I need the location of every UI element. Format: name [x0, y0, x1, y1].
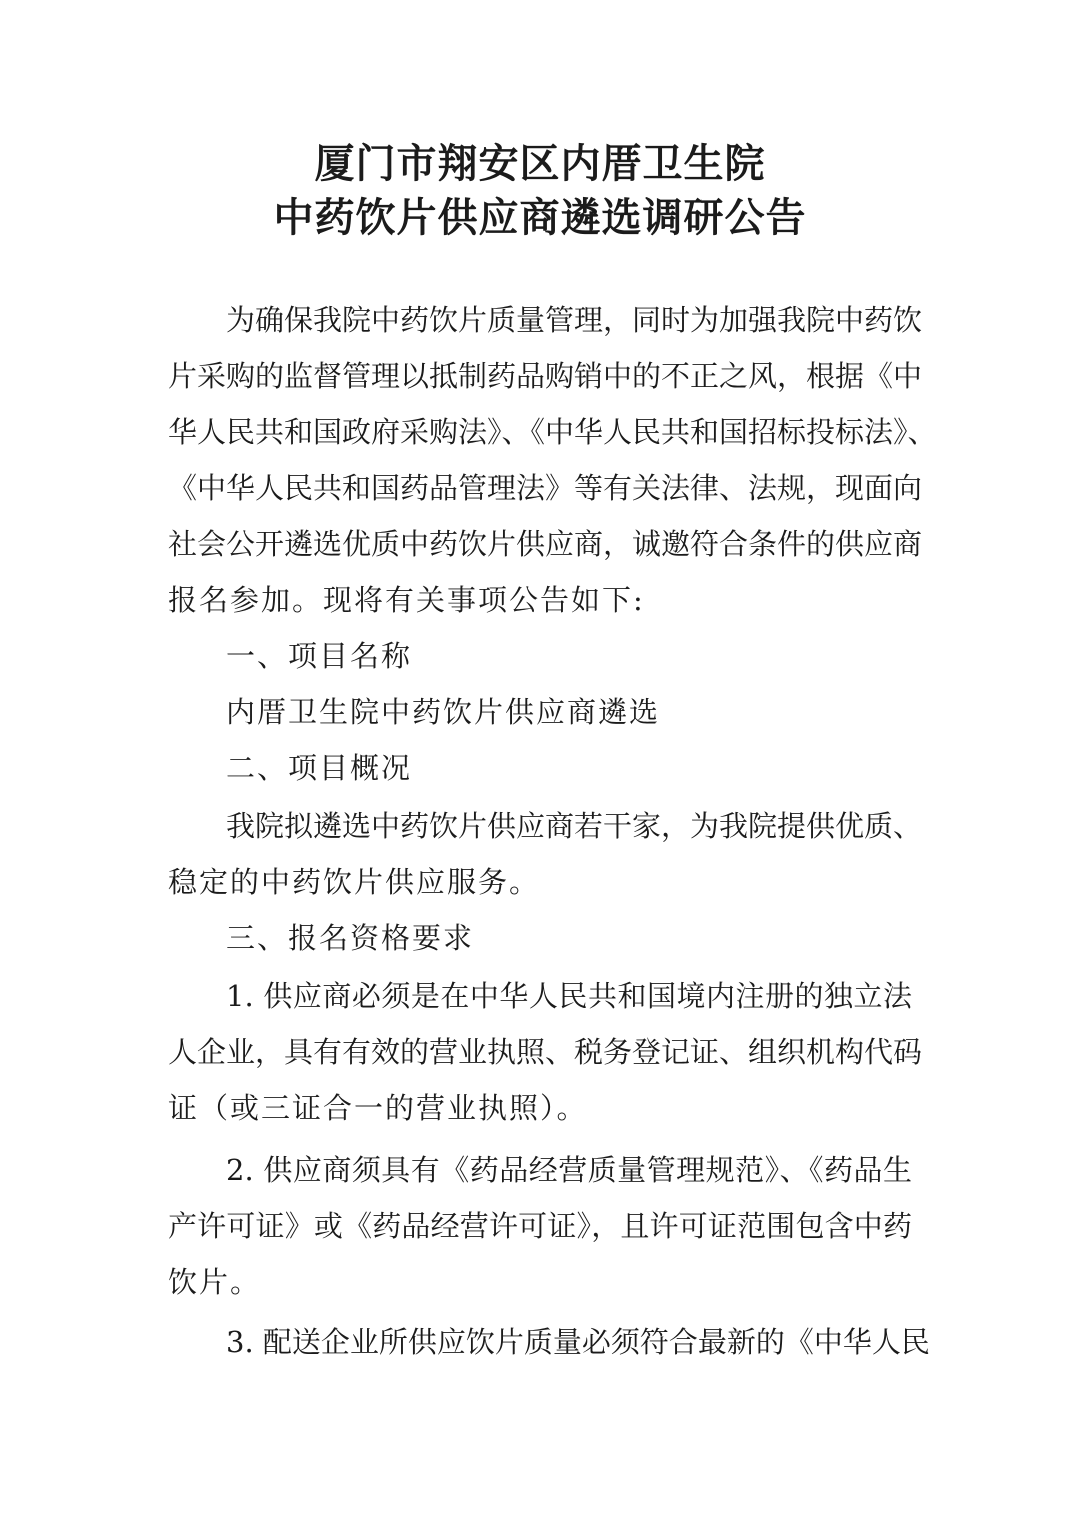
paragraph-line: 为确保我院中药饮片质量管理，同时为加强我院中药饮 [226, 303, 923, 337]
paragraph-line: 证（或三证合一的营业执照）。 [168, 1091, 588, 1125]
paragraph-line: 片采购的监督管理以抵制药品购销中的不正之风，根据《中 [168, 359, 923, 393]
paragraph-line: 我院拟遴选中药饮片供应商若干家，为我院提供优质、 [226, 809, 923, 843]
paragraph-line: 稳定的中药饮片供应服务。 [168, 865, 541, 899]
paragraph-line: 饮片。 [168, 1265, 262, 1299]
paragraph-line: 内厝卫生院中药饮片供应商遴选 [226, 695, 661, 729]
paragraph-line: 产许可证》或《药品经营许可证》，且许可证范围包含中药 [168, 1209, 912, 1243]
paragraph-line: 社会公开遴选优质中药饮片供应商，诚邀符合条件的供应商 [168, 527, 923, 561]
paragraph-line: 2. 供应商须具有《药品经营质量管理规范》、《药品生 [226, 1153, 912, 1187]
document-title-line-1: 厦门市翔安区内厝卫生院 [314, 140, 766, 187]
paragraph-line: 报名参加。现将有关事项公告如下: [168, 583, 645, 617]
paragraph-line: 华人民共和国政府采购法》、《中华人民共和国招标投标法》、 [168, 415, 937, 449]
section-heading: 三、报名资格要求 [226, 921, 475, 955]
section-heading: 一、项目名称 [226, 639, 413, 673]
paragraph-line: 《中华人民共和国药品管理法》等有关法律、法规，现面向 [168, 471, 923, 505]
document-title-line-2: 中药饮片供应商遴选调研公告 [273, 194, 807, 241]
paragraph-line: 3. 配送企业所供应饮片质量必须符合最新的《中华人民 [226, 1325, 930, 1359]
paragraph-line: 1. 供应商必须是在中华人民共和国境内注册的独立法 [226, 979, 912, 1013]
section-heading: 二、项目概况 [226, 751, 413, 785]
paragraph-line: 人企业，具有有效的营业执照、税务登记证、组织机构代码 [168, 1035, 923, 1069]
